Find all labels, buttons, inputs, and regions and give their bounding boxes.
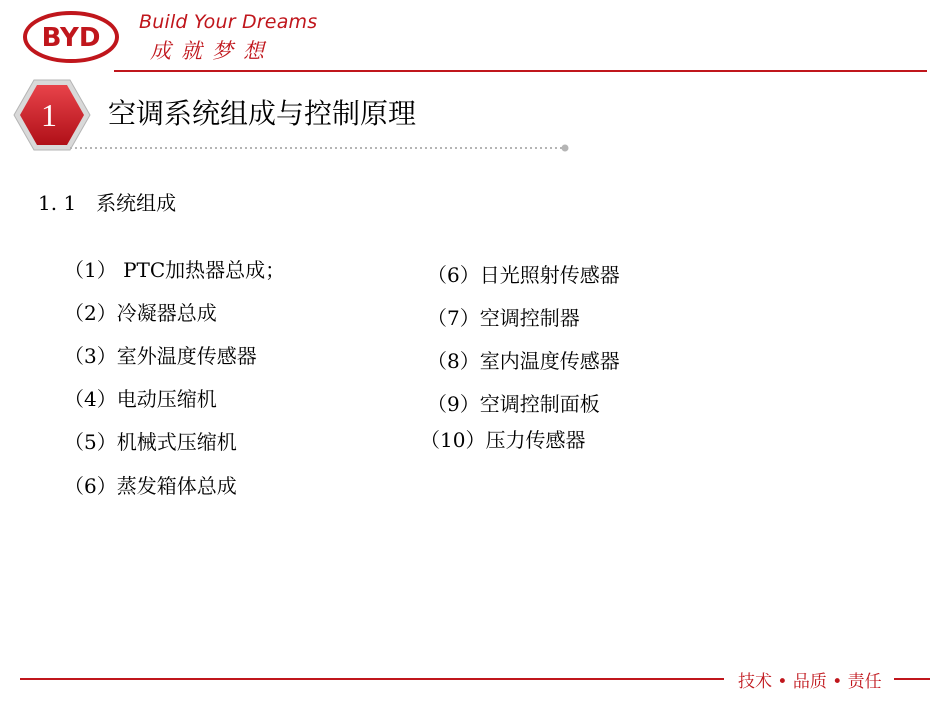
list-item: （6）蒸发箱体总成 <box>64 474 237 498</box>
footer-rule-right <box>894 678 930 680</box>
list-item: （1） PTC加热器总成； <box>64 258 286 282</box>
list-item: （10）压力传感器 <box>420 428 586 452</box>
footer-motto: 技术 • 品质 • 责任 <box>738 672 882 692</box>
list-item: （8）室内温度传感器 <box>427 349 620 373</box>
list-item: （4）电动压缩机 <box>64 387 217 411</box>
subsection-title: 1. 1 系统组成 <box>38 191 177 215</box>
byd-logo <box>22 10 120 64</box>
dotted-divider <box>70 144 570 152</box>
list-item: （2）冷凝器总成 <box>64 301 217 325</box>
list-item: （9）空调控制面板 <box>427 392 600 416</box>
section-number: 1 <box>41 96 57 133</box>
list-item: （3）室外温度传感器 <box>64 344 257 368</box>
slogan-english: Build Your Dreams <box>139 11 318 33</box>
footer-rule-left <box>20 678 724 680</box>
header-rule <box>114 70 927 72</box>
section-title: 空调系统组成与控制原理 <box>108 97 417 130</box>
logo-text: BYD <box>41 23 101 53</box>
list-item: （7）空调控制器 <box>427 306 580 330</box>
list-item: （6）日光照射传感器 <box>427 263 620 287</box>
slogan-chinese: 成就梦想 <box>150 39 274 63</box>
list-item: （5）机械式压缩机 <box>64 430 237 454</box>
